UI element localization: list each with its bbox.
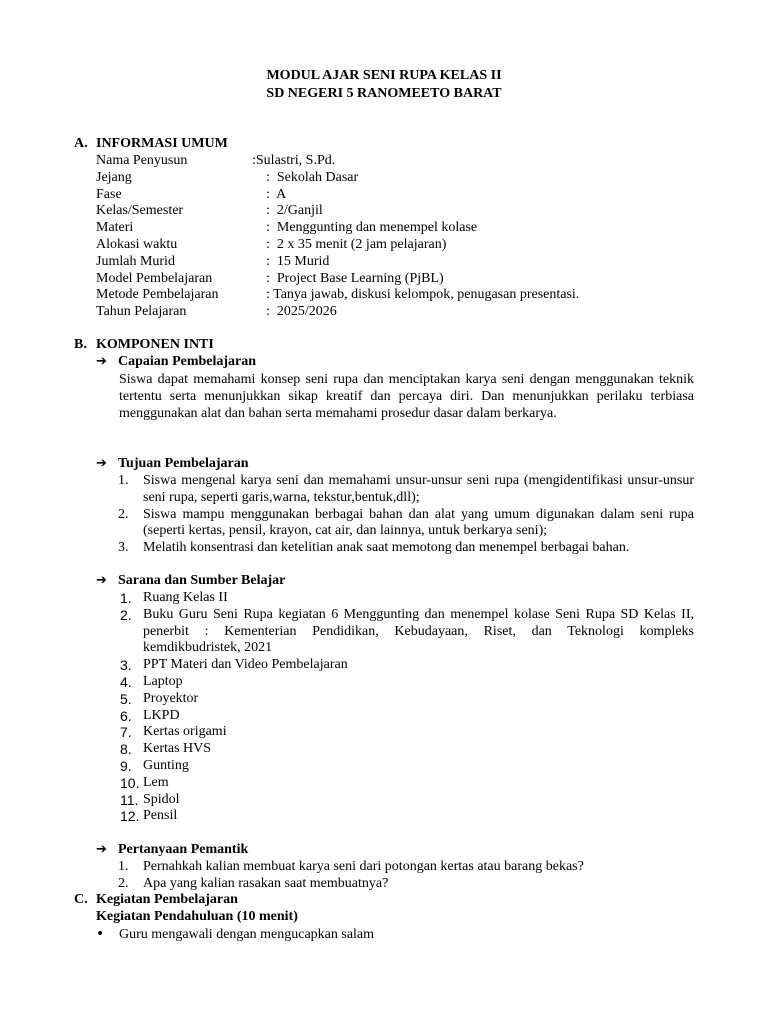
list-item [96, 758, 694, 775]
tujuan-heading [96, 456, 249, 473]
pendahuluan-heading: Kegiatan Pendahuluan (10 menit) [96, 909, 298, 924]
list-text: Gunting [143, 757, 189, 773]
info-table [96, 153, 696, 321]
list-number: 2. [118, 506, 129, 522]
list-item [96, 859, 694, 876]
bullet-text: Guru mengawali dengan mengucapkan salam [119, 927, 375, 942]
arrow-right-icon: ➔ [96, 842, 107, 857]
info-value: : A [252, 186, 287, 202]
list-text: Laptop [143, 673, 183, 689]
list-number: 3. [120, 657, 132, 674]
list-text: Spidol [143, 791, 180, 807]
info-label: Metode Pembelajaran [96, 287, 219, 303]
info-row [96, 203, 696, 220]
capaian-heading [96, 354, 256, 371]
bullet-icon: • [96, 926, 105, 942]
list-item [96, 691, 694, 708]
list-text: Lem [143, 774, 169, 790]
pemantik-list [96, 859, 694, 893]
sarana-list [96, 590, 694, 825]
capaian-paragraph: Siswa dapat memahami konsep seni rupa dan menciptakan karya seni dengan menggunakan teknik tertentu serta menunjukkan sikap kreatif dan percaya diri. Dan menunjukkan perilaku terbiasa menggunakan alat dan bahan serta memahami prosedur dasar dalam berkarya. [119, 372, 694, 421]
list-item [96, 876, 694, 893]
info-row [96, 304, 696, 321]
list-number: 1. [118, 859, 129, 874]
info-row [96, 287, 696, 304]
info-label: Model Pembelajaran [96, 270, 213, 286]
list-item [96, 473, 694, 507]
list-item [96, 590, 694, 607]
list-number: 12. [120, 808, 140, 825]
list-text: Apa yang kalian rasakan saat membuatnya? [143, 875, 389, 891]
info-value: : Sekolah Dasar [252, 169, 359, 185]
list-number: 5. [120, 690, 132, 707]
arrow-right-icon: ➔ [96, 354, 107, 369]
info-label: Nama Penyusun [96, 153, 188, 168]
tujuan-heading-text: Tujuan Pembelajaran [118, 456, 249, 471]
list-item [96, 808, 694, 825]
info-label: Kelas/Semester [96, 203, 184, 219]
list-number: 3. [118, 540, 129, 556]
list-number: 1. [118, 473, 129, 488]
info-row [96, 271, 696, 288]
document-title-line1: MODUL AJAR SENI RUPA KELAS II [266, 68, 502, 83]
list-number: 11. [120, 791, 139, 808]
info-value: : Project Base Learning (PjBL) [252, 270, 444, 286]
list-item [96, 657, 694, 674]
info-row [96, 153, 696, 170]
list-text: Melatih konsentrasi dan ketelitian anak saat memotong dan menempel berbagai bahan. [143, 540, 630, 556]
info-label: Fase [96, 186, 122, 202]
list-text: Pernahkah kalian membuat karya seni dari potongan kertas atau barang bekas? [143, 859, 584, 874]
list-number: 2. [120, 606, 132, 623]
list-item [96, 724, 694, 741]
info-label: Materi [96, 220, 134, 236]
info-row [96, 187, 696, 204]
list-item [96, 792, 694, 809]
list-text: Siswa mampu menggunakan berbagai bahan dan alat yang umum digunakan dalam seni rupa (seperti kertas, pensil, krayon, cat air, dan lainnya, untuk berkarya seni); [143, 506, 694, 539]
info-value: : 2025/2026 [252, 304, 337, 320]
list-item [96, 926, 374, 944]
section-b-letter: B. [74, 337, 87, 352]
info-label: Alokasi waktu [96, 236, 178, 252]
arrow-right-icon: ➔ [96, 456, 107, 471]
list-number: 1. [120, 590, 132, 606]
section-b-title: KOMPONEN INTI [96, 337, 214, 352]
info-value: : 2 x 35 menit (2 jam pelajaran) [252, 236, 447, 252]
info-value: :Sulastri, S.Pd. [252, 153, 336, 168]
document-title-line2: SD NEGERI 5 RANOMEETO BARAT [266, 86, 502, 101]
list-item [96, 741, 694, 758]
sarana-heading [96, 573, 285, 590]
info-row [96, 254, 696, 271]
info-value: : Tanya jawab, diskusi kelompok, penugasan presentasi. [252, 287, 580, 303]
list-text: PPT Materi dan Video Pembelajaran [143, 657, 348, 673]
list-text: LKPD [143, 707, 180, 723]
sarana-heading-text: Sarana dan Sumber Belajar [118, 573, 286, 588]
list-item [96, 775, 694, 792]
section-b-heading [74, 337, 214, 354]
list-text: Kertas origami [143, 724, 227, 740]
pemantik-heading-text: Pertanyaan Pemantik [118, 842, 249, 857]
list-text: Buku Guru Seni Rupa kegiatan 6 Menggunting dan menempel kolase Seni Rupa SD Kelas II, penerbit : Kementerian Pendidikan, Kebudayaan, Riset, dan Teknologi kompleks kemdikbudristek, 2021 [143, 606, 694, 656]
list-number: 2. [118, 875, 129, 891]
section-a-heading [74, 136, 228, 153]
section-a-letter: A. [74, 136, 88, 151]
list-text: Proyektor [143, 690, 199, 706]
list-item [96, 708, 694, 725]
arrow-right-icon: ➔ [96, 573, 107, 588]
list-item [96, 507, 694, 541]
list-text: Kertas HVS [143, 741, 212, 757]
list-text: Pensil [143, 808, 178, 824]
info-label: Jejang [96, 169, 132, 185]
list-number: 8. [120, 741, 132, 758]
section-c-title: Kegiatan Pembelajaran [96, 892, 238, 907]
list-item [96, 674, 694, 691]
list-item [96, 607, 694, 657]
section-a-title: INFORMASI UMUM [96, 136, 228, 151]
info-row [96, 220, 696, 237]
tujuan-list [96, 473, 694, 557]
list-number: 9. [120, 757, 132, 774]
info-value: : 15 Murid [252, 253, 330, 269]
info-label: Jumlah Murid [96, 253, 175, 269]
capaian-heading-text: Capaian Pembelajaran [118, 354, 257, 369]
info-value: : 2/Ganjil [252, 203, 323, 219]
list-text: Siswa mengenal karya seni dan memahami unsur-unsur seni rupa (mengidentifikasi unsur-unsur seni rupa, seperti garis,warna, tekstur,bentuk,dll); [143, 473, 694, 505]
list-number: 6. [120, 707, 132, 724]
list-number: 4. [120, 673, 132, 690]
info-row [96, 170, 696, 187]
list-text: Ruang Kelas II [143, 590, 228, 605]
info-value: : Menggunting dan menempel kolase [252, 220, 478, 236]
list-number: 10. [120, 774, 140, 791]
list-item [96, 540, 694, 557]
info-row [96, 237, 696, 254]
section-c-letter: C. [74, 892, 88, 907]
section-c-heading [74, 892, 238, 909]
info-label: Tahun Pelajaran [96, 304, 187, 320]
list-number: 7. [120, 724, 132, 741]
pemantik-heading [96, 842, 248, 859]
